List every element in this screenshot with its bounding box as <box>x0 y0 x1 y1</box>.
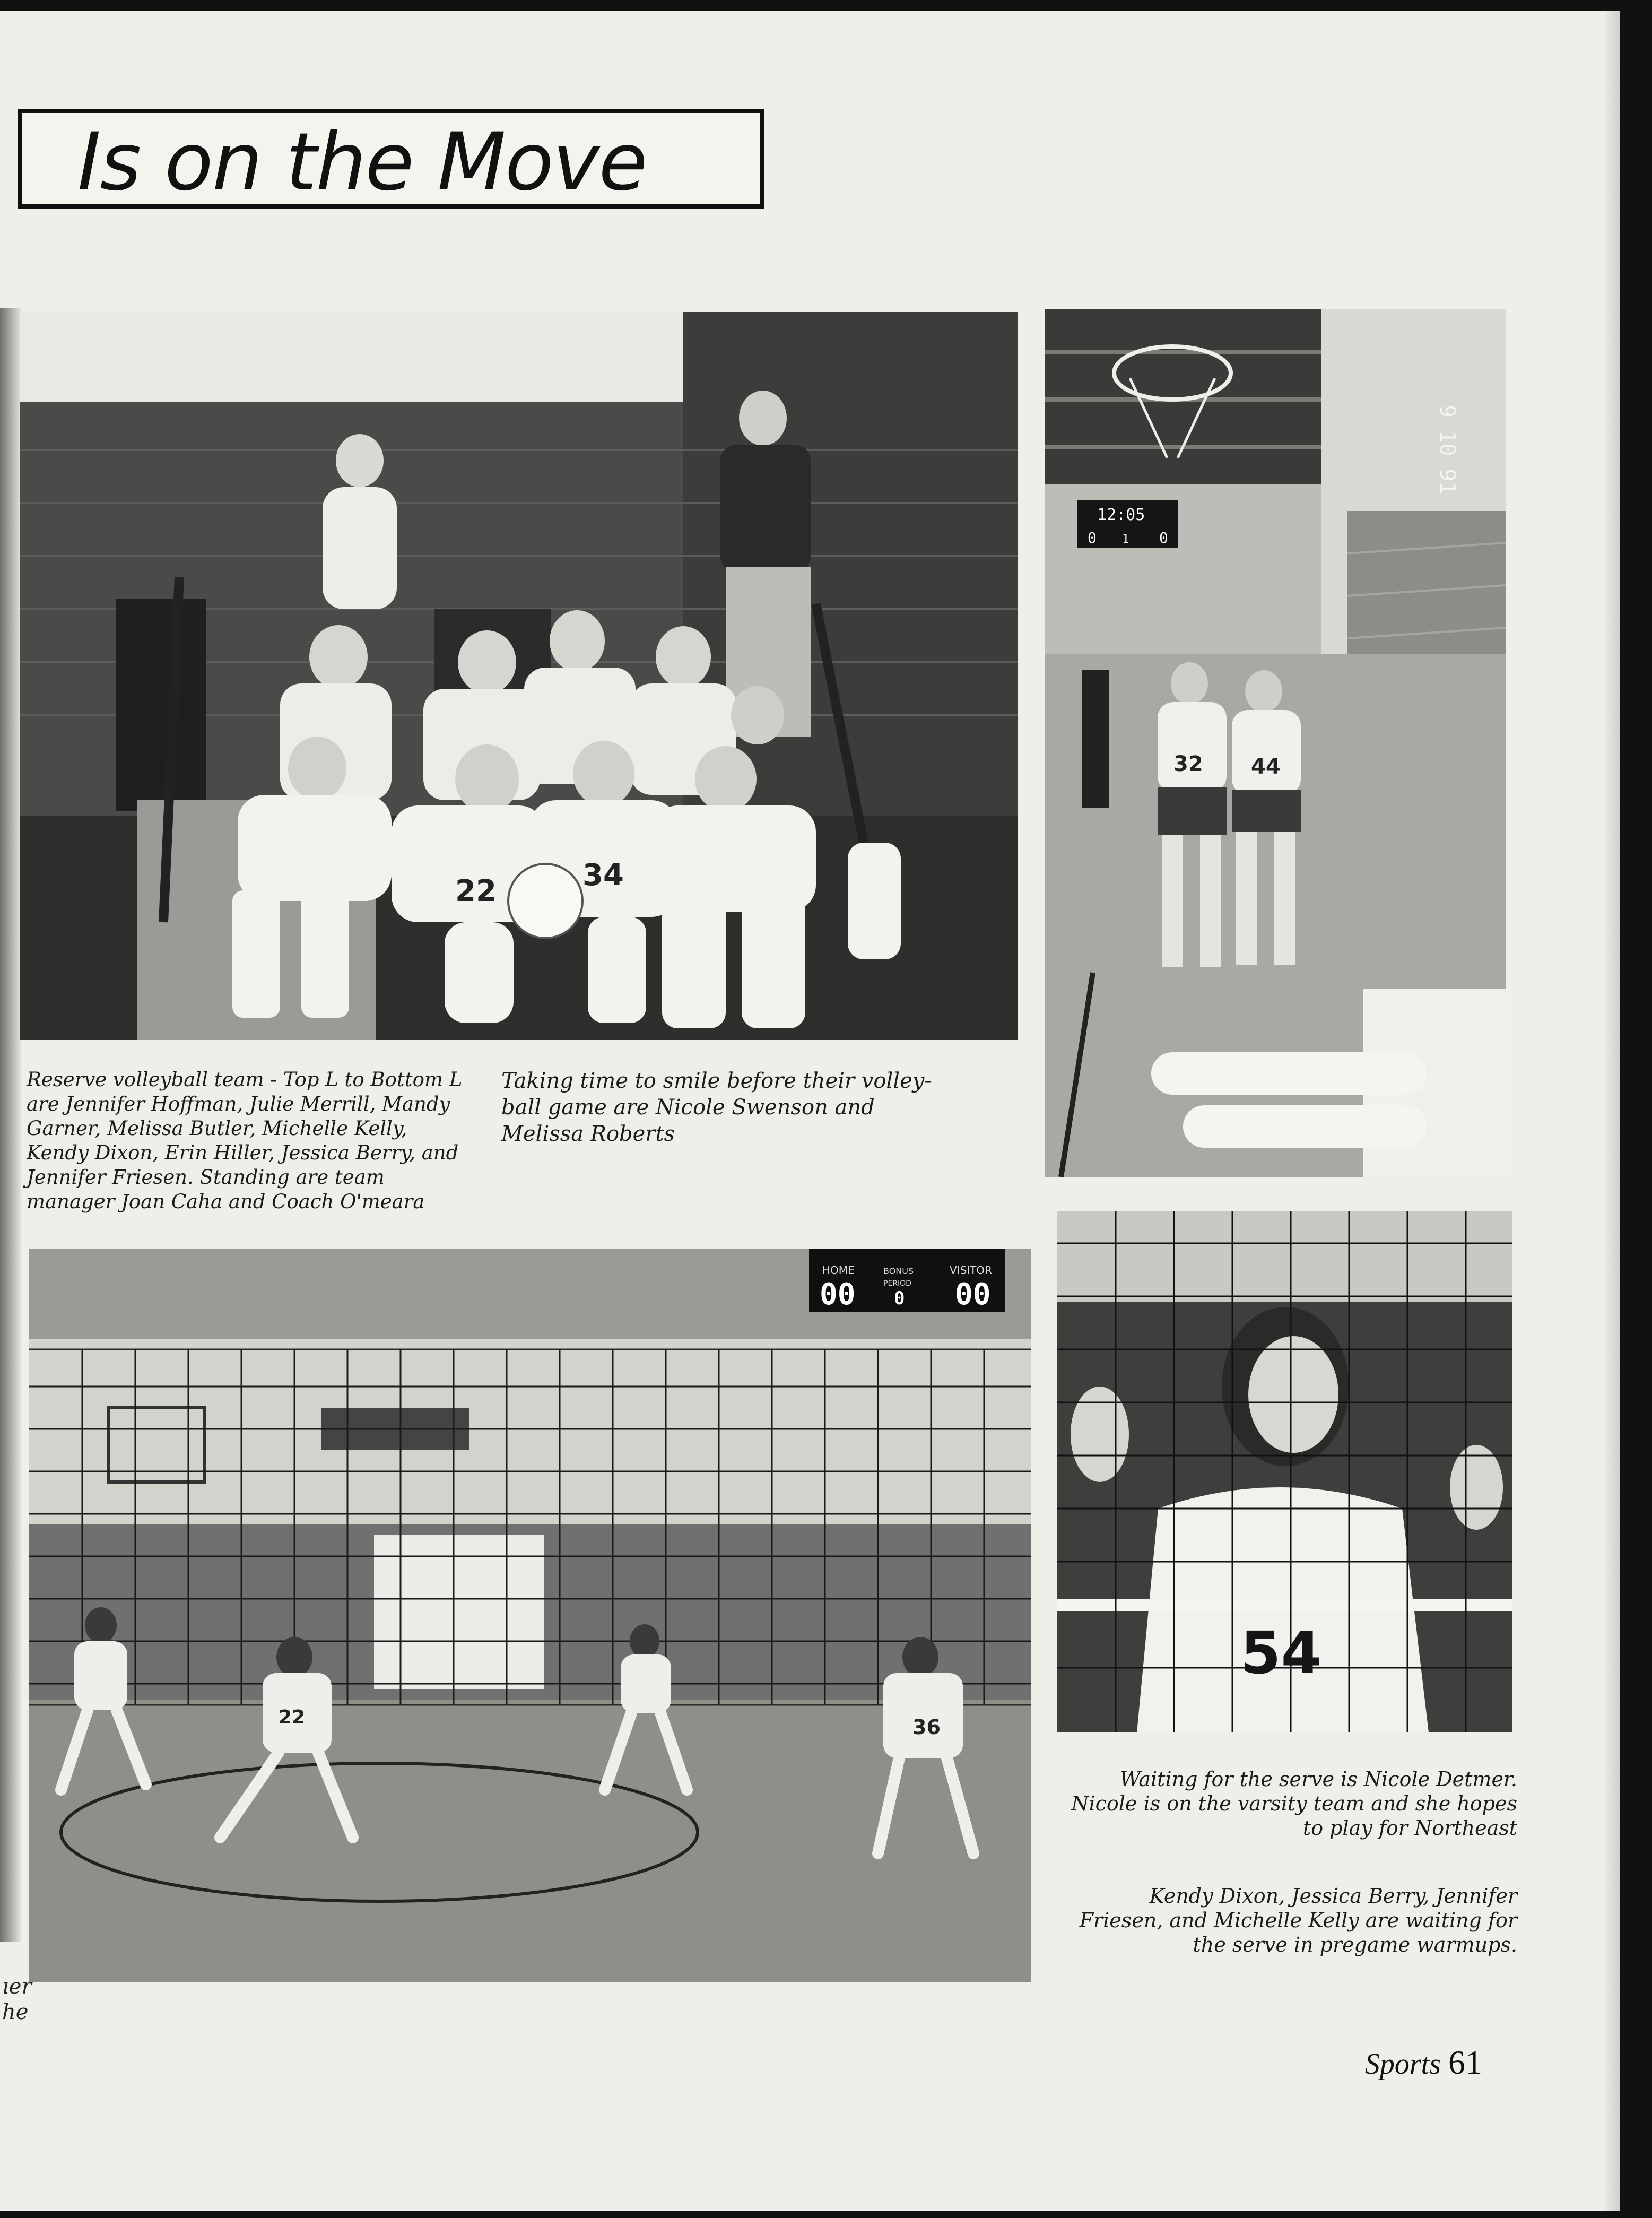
gym-smile-photo <box>1045 309 1506 1177</box>
detmer-caption: Waiting for the serve is Nicole Detmer. Nicole is on the varsity team and she hopes to play for Northeast <box>1071 1768 1517 1840</box>
facing-page-fragment <box>2 1974 32 2025</box>
folio <box>1365 2043 1482 2082</box>
court-jersey-36: 36 <box>912 1716 941 1739</box>
team-caption: Reserve volleyball team - Top L to Bottom L are Jennifer Hoffman, Julie Merrill, Mandy Garner, Melissa Butler, Michelle Kelly, Kendy Dixon, Erin Hiller, Jessica Berry, and Jennifer Friesen. Standing are team manager Joan Caha and Coach O'meara <box>27 1068 463 1213</box>
team-jersey-34: 34 <box>582 858 624 893</box>
court-scoreboard-home: 00 <box>820 1277 856 1312</box>
fragment-line-1: ıer <box>2 1974 32 1999</box>
court-scoreboard-visitor: 00 <box>955 1277 991 1312</box>
gym-jersey-32: 32 <box>1173 752 1203 776</box>
court-scoreboard-period: 0 <box>894 1288 905 1309</box>
court-scoreboard-home-label: HOME <box>822 1264 855 1277</box>
gym-scoreboard-time: 12:05 <box>1097 506 1145 524</box>
warmup-caption: Kendy Dixon, Jessica Berry, Jennifer Friesen, and Michelle Kelly are waiting for the serve in pregame warmups. <box>1079 1884 1517 1956</box>
title-box <box>18 109 764 209</box>
court-photo <box>29 1249 1031 1982</box>
court-jersey-22: 22 <box>279 1706 306 1728</box>
gym-jersey-44: 44 <box>1251 755 1281 779</box>
binding-shadow <box>1605 11 1620 2211</box>
detmer-jersey-54: 54 <box>1240 1619 1322 1687</box>
date-stamp: 9 10 91 <box>1435 405 1459 495</box>
gym-scoreboard-visitor: 0 <box>1159 529 1168 547</box>
section-name: Sports <box>1364 2048 1441 2081</box>
page-number: 61 <box>1448 2043 1482 2081</box>
gym-scoreboard-period: 1 <box>1122 533 1129 546</box>
court-scoreboard-bonus-label: BONUS <box>883 1266 914 1276</box>
team-photo <box>20 312 1018 1040</box>
page-title: Is on the Move <box>77 116 647 209</box>
team-jersey-22: 22 <box>455 874 497 908</box>
smile-caption: Taking time to smile before their volley-ball game are Nicole Swenson and Melissa Roberts <box>501 1069 932 1146</box>
gym-scoreboard-home: 0 <box>1088 529 1097 547</box>
fragment-line-2: he <box>2 2000 29 2024</box>
court-scoreboard-period-label: PERIOD <box>883 1279 911 1288</box>
court-scoreboard-visitor-label: VISITOR <box>950 1264 993 1277</box>
facing-page-edge <box>0 308 21 1942</box>
detmer-photo <box>1057 1211 1512 1732</box>
